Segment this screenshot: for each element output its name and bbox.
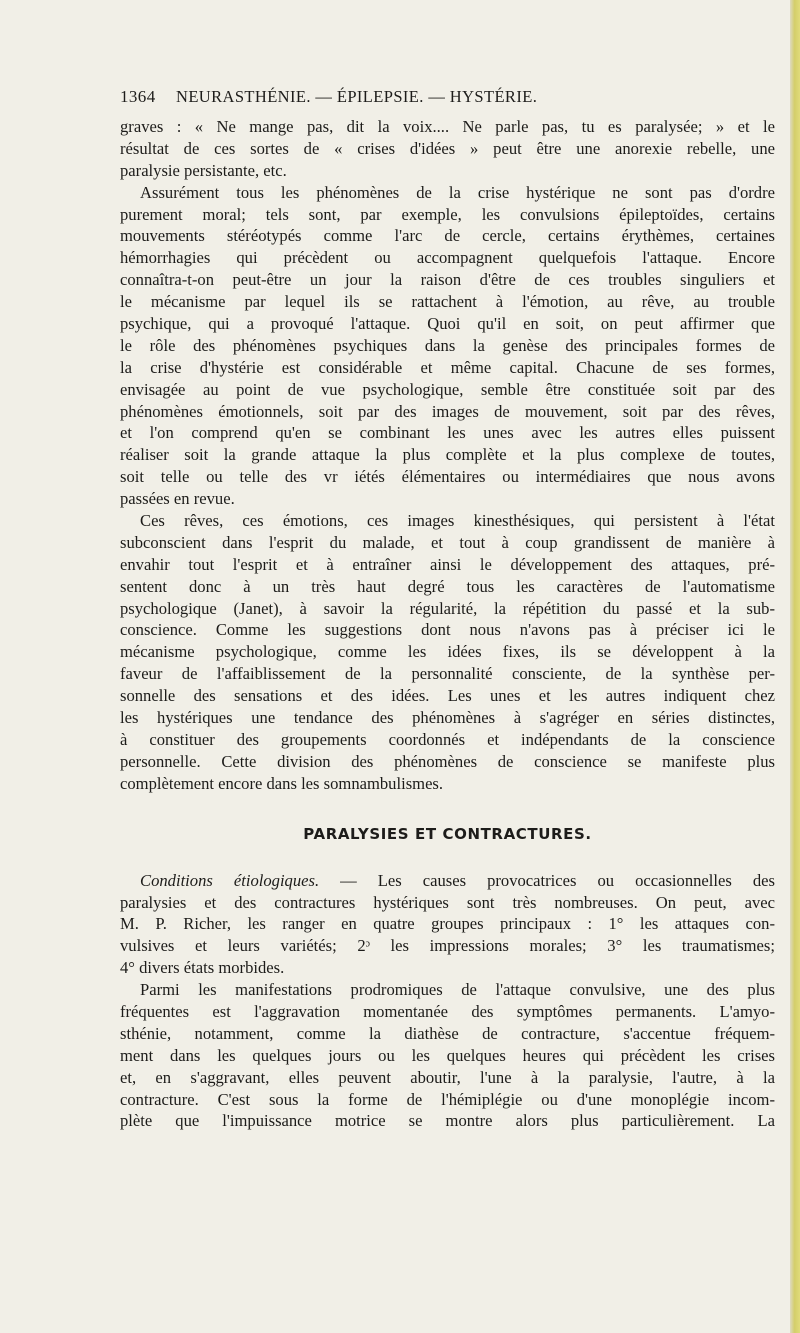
text-line: plète que l'impuissance motrice se montre alors plus particulièrement. La: [120, 1111, 775, 1131]
section-spacer: [120, 795, 775, 823]
subsection-title: Conditions étiologiques.: [140, 870, 320, 890]
running-head: [120, 87, 775, 107]
text-line: le rôle des phénomènes psychiques dans la genèse des principales formes de: [120, 335, 775, 355]
text-line: sentent donc à un très haut degré tous les caractères de l'automatisme: [120, 576, 775, 596]
text-line: à constituer des groupements coordonnés et indépendants de la conscience: [120, 729, 775, 749]
text-line: Parmi les manifestations prodromiques de l'attaque convulsive, une des plus: [140, 980, 775, 1000]
text-line: faveur de l'affaiblissement de la personnalité consciente, de la synthèse per-: [120, 664, 775, 684]
text-line: le mécanisme par lequel ils se rattachent à l'émotion, au rêve, au trouble: [120, 292, 775, 312]
text-line: complètement encore dans les somnambulismes.: [120, 773, 444, 793]
text-line: connaîtra-t-on peut-être un jour la raison d'être de ces troubles singuliers et: [120, 270, 775, 290]
text-line: sthénie, notamment, comme la diathèse de contracture, s'accentue fréquem-: [120, 1023, 775, 1043]
text-line: soit telle ou telle des vr iétés élémentaires ou intermédiaires que nous avons: [120, 467, 775, 487]
text-line: résultat de ces sortes de « crises d'idées » peut être une anorexie rebelle, une: [120, 138, 775, 158]
running-title: NEURASTHÉNIE. — ÉPILEPSIE. — HYSTÉRIE.: [176, 87, 538, 106]
text-line: paralysie persistante, etc.: [120, 160, 287, 180]
text-line: et l'on comprend qu'en se combinant les unes avec les autres elles puissent: [120, 423, 775, 443]
page-edge-shading: [790, 0, 800, 1333]
text-line: les hystériques une tendance des phénomènes à s'agréger en séries distinctes,: [120, 708, 775, 728]
text-line: paralysies et des contractures hystériques sont très nombreuses. On peut, avec: [120, 892, 775, 912]
text-line: Ces rêves, ces émotions, ces images kinesthésiques, qui persistent à l'état: [140, 511, 775, 531]
paragraph-2: [120, 182, 775, 510]
paragraph-5: [120, 979, 775, 1132]
text-line: la crise d'hystérie est considérable et même capital. Chacune de ses formes,: [120, 357, 775, 377]
paragraph-4: [120, 870, 775, 979]
paragraph-1: [120, 116, 775, 182]
text-line: ment dans les quelques jours ou les quelques heures qui précèdent les crises: [120, 1045, 775, 1065]
text-line: vulsives et leurs variétés; 2ᵓ les impressions morales; 3° les traumatismes;: [120, 936, 775, 956]
text-line: et, en s'aggravant, elles peuvent aboutir, l'une à la paralysie, l'autre, à la: [120, 1067, 775, 1087]
book-page: [120, 87, 775, 1132]
section-heading: PARALYSIES ET CONTRACTURES.: [303, 824, 592, 843]
text-line: 4° divers états morbides.: [120, 958, 285, 978]
text-line: envahir tout l'esprit et à entraîner ainsi le développement des attaques, pré-: [120, 554, 775, 574]
text-line: envisagée au point de vue psychologique, semble être constituée soit par des: [120, 379, 775, 399]
text-line: contracture. C'est sous la forme de l'hémiplégie ou d'une monoplégie incom-: [120, 1089, 775, 1109]
text-line: passées en revue.: [120, 489, 235, 509]
text-line: conscience. Comme les suggestions dont nous n'avons pas à préciser ici le: [120, 620, 775, 640]
text-line: [120, 870, 775, 892]
text-line: réaliser soit la grande attaque la plus complète et la plus complexe de toutes,: [120, 445, 775, 465]
text-line: subconscient dans l'esprit du malade, et tout à coup grandissent de manière à: [120, 532, 775, 552]
text-line: phénomènes émotionnels, soit par des images de mouvement, soit par des rêves,: [120, 401, 775, 421]
text-span: — Les causes provocatrices ou occasionnelles des: [319, 870, 775, 890]
text-line: purement moral; tels sont, par exemple, les convulsions épileptoïdes, certains: [120, 204, 775, 224]
text-line: personnelle. Cette division des phénomènes de conscience se manifeste plus: [120, 751, 775, 771]
paragraph-3: [120, 510, 775, 795]
text-line: graves : « Ne mange pas, dit la voix.... Ne parle pas, tu es paralysée; » et le: [120, 117, 775, 136]
text-line: psychologique (Janet), à savoir la régularité, la répétition du passé et la sub-: [120, 598, 775, 618]
text-line: Assurément tous les phénomènes de la crise hystérique ne sont pas d'ordre: [140, 182, 775, 202]
text-line: hémorrhagies qui précèdent ou accompagnent quelquefois l'attaque. Encore: [120, 248, 775, 268]
page-number: 1364: [120, 87, 156, 106]
text-line: sonnelle des sensations et des idées. Les unes et les autres indiquent chez: [120, 686, 775, 706]
text-line: mécanisme psychologique, comme les idées fixes, ils se développent à la: [120, 642, 775, 662]
text-line: fréquentes est l'aggravation momentanée des symptômes permanents. L'amyo-: [120, 1001, 775, 1021]
text-line: M. P. Richer, les ranger en quatre groupes principaux : 1° les attaques con-: [120, 914, 775, 934]
text-line: psychique, qui a provoqué l'attaque. Quoi qu'il en soit, on peut affirmer que: [120, 314, 775, 334]
text-line: mouvements stéréotypés comme l'arc de cercle, certains érythèmes, certaines: [120, 226, 775, 246]
